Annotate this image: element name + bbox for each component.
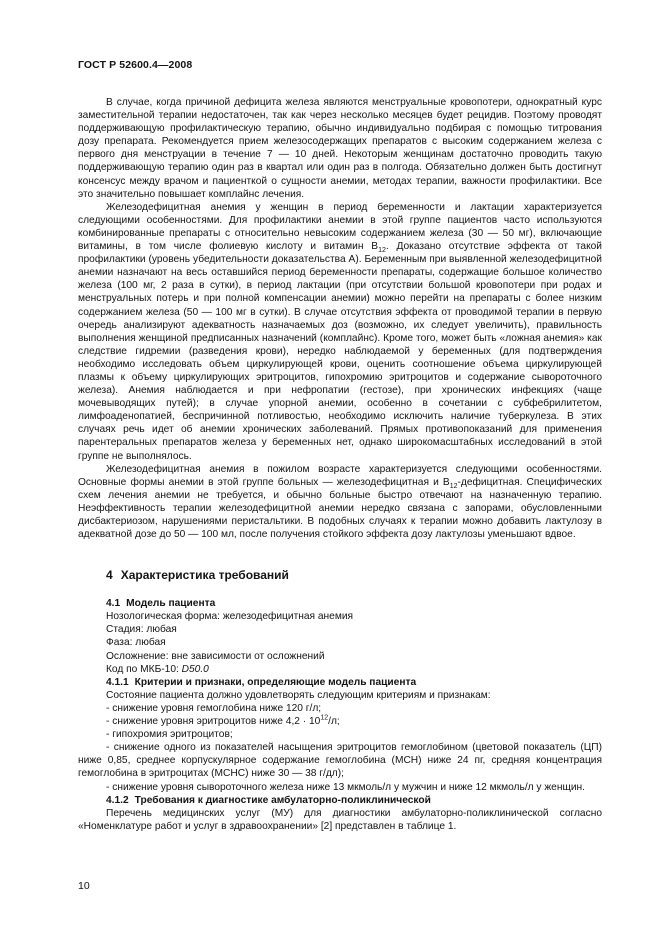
model-line-phase: Фаза: любая	[106, 637, 166, 649]
section-4-1-number: 4.1	[106, 598, 121, 610]
vitamin-b12-subscript: 12	[378, 247, 386, 255]
paragraph-elderly-part1: Железодефицитная анемия в пожилом возрасте характеризуется следующими особенностями. Основные формы анемии в этой группе больных — железодефицитная и В	[78, 463, 602, 488]
criterion-serum-iron: - снижение уровня сывороточного железа ниже 13 мкмоль/л у мужчин и ниже 12 мкмоль/л у женщин.	[106, 781, 585, 793]
section-4-1-1-title: Критерии и признаки, определяющие модель пациента	[134, 676, 417, 688]
paragraph-services-list: Перечень медицинских услуг (МУ) для диагностики амбулаторно-поликлинической согласно «Номенклатуре работ и услуг в здравоохранении» [2] представлен в таблице 1.	[78, 807, 602, 832]
mkb-label: Код по МКБ-10:	[106, 663, 182, 675]
section-4-1-2-title: Требования к диагностике амбулаторно-поликлинической	[134, 794, 431, 806]
criterion-hemoglobin: - снижение уровня гемоглобина ниже 120 г/л;	[106, 702, 322, 714]
criterion-erythrocytes-text: - снижение уровня эритроцитов ниже 4,2 · 10	[106, 716, 321, 728]
section-4-1-2-number: 4.1.2	[106, 794, 129, 806]
model-line-nosology: Нозологическая форма: железодефицитная анемия	[106, 611, 354, 623]
paragraph-pregnancy-part2: . Доказано отсутствие эффекта от такой профилактики (уровень убедительности доказательства А). Беременным при выявленной железодефицитной анемии назначают на весь оставшийся период беременности препараты, содержащие большое количество железа (100 мг, 2 раза в сутки), в период лактации (при отсутствии большой кровопотери при родах и менструальных потерь и при полной компенсации анемии) можно перейти на препараты с более низким содержанием железа (50 — 100 мг в сутки). В случае отсутствия эффекта от проводимой терапии в первую очередь анализируют адекватность назначаемых доз (возможно, их следует увеличить), правильность выполнения женщиной предписанных назначений (комплайнс). Кроме того, может быть «ложная анемия» как следствие гидремии (разведения крови), нередко наблюдаемой у беременных (для подтверждения необходимо исследовать объем циркулирующей крови, оценить соотношение объема циркулирующей плазмы к объему циркулирующих эритроцитов, гипохромию эритроцитов и содержание сывороточного железа). Анемия наблюдается и при нефропатии (гестозе), при хронических инфекциях (чаще мочевыводящих путей); в случае упорной анемии, особенно в сочетании с субфебрилитетом, лимфоаденопатией, беспричинной потливостью, необходимо исключить наличие туберкулеза. В этих случаях речь идет об анемии хронических заболеваний. Прямых противопоказаний для применения парентеральных препаратов железа у беременных нет, однако широкомасштабных исследований в этой группе не выполнялось.	[78, 241, 602, 462]
section-4-heading	[78, 568, 602, 583]
criterion-erythrocytes-unit: /л;	[328, 716, 340, 728]
section-4-title: Характеристика требований	[120, 568, 289, 583]
criteria-intro: Состояние пациента должно удовлетворять следующим критериям и признакам:	[106, 689, 491, 701]
exponent-superscript: 12	[320, 714, 329, 722]
model-line-stage: Стадия: любая	[106, 624, 177, 636]
paragraph-elderly	[78, 463, 602, 542]
criterion-hypochromia: - гипохромия эритроцитов;	[106, 729, 233, 741]
section-4-1-1-number: 4.1.1	[106, 676, 129, 688]
model-line-complication: Осложнение: вне зависимости от осложнений	[106, 650, 325, 662]
criterion-erythrocytes	[78, 715, 602, 728]
document-header: ГОСТ Р 52600.4—2008	[78, 59, 193, 71]
section-4-1-title: Модель пациента	[126, 598, 216, 610]
section-4-1-1-heading	[78, 676, 602, 689]
page-number: 10	[78, 880, 90, 892]
page-body	[78, 96, 602, 833]
model-line-mkb	[78, 663, 602, 676]
section-4-1-2-heading	[78, 794, 602, 807]
vitamin-b12-subscript: 12	[449, 482, 458, 490]
paragraph-menstrual: В случае, когда причиной дефицита железа являются менструальные кровопотери, однократный курс заместительной терапии недостаточен, так как через несколько месяцев будет рецидив. Поэтому проводят поддерживающую профилактическую терапию, обычно индивидуально подбирая с помощью титрования дозу препарата. Рекомендуется прием железосодержащих препаратов с высоким содержанием железа с первого дня менструации в течение 7 — 10 дней. Некоторым женщинам достаточно проводить такую поддерживающую терапию один раз в квартал или один раз в полгода. Обязательно должен быть достигнут консенсус между врачом и пациенткой о сущности анемии, методах терапии, важности профилактики. Все это значительно повышает комплайнс лечения.	[78, 97, 602, 200]
section-4-number: 4	[106, 568, 113, 583]
mkb-code: D50.0	[181, 663, 209, 675]
paragraph-elderly-part2: -дефицитная. Специфических схем лечения анемии не требуется, и обычно больные быстро отвечают на назначенную терапию. Неэффективность терапии железодефицитной анемии нередко связана с запорами, обусловленными дисбактериозом, нарушениями перистальтики. В подобных случаях к терапии можно добавить лактулозу в адекватной дозе до 50 — 100 мл, после получения стойкого эффекта дозу лактулозы уменьшают вдвое.	[78, 476, 602, 541]
section-4-1-heading	[78, 597, 602, 610]
criterion-saturation: - снижение одного из показателей насыщения эритроцитов гемоглобином (цветовой показатель (ЦП) ниже 0,85, среднее корпускулярное содержание гемоглобина (МСН) ниже 24 пг, средняя концентрация гемоглобина в эритроцитах (МСНС) ниже 30 — 38 г/дл);	[78, 742, 602, 780]
paragraph-pregnancy	[78, 201, 602, 463]
paragraph-pregnancy-part1: Железодефицитная анемия у женщин в период беременности и лактации характеризуется следующими особенностями. Для профилактики анемии в этой группе пациентов часто используются комбинированные препараты с относительно невысоким содержанием железа (30 — 50 мг), включающие витамины, в том числе фолиевую кислоту и витамин В	[78, 201, 602, 253]
